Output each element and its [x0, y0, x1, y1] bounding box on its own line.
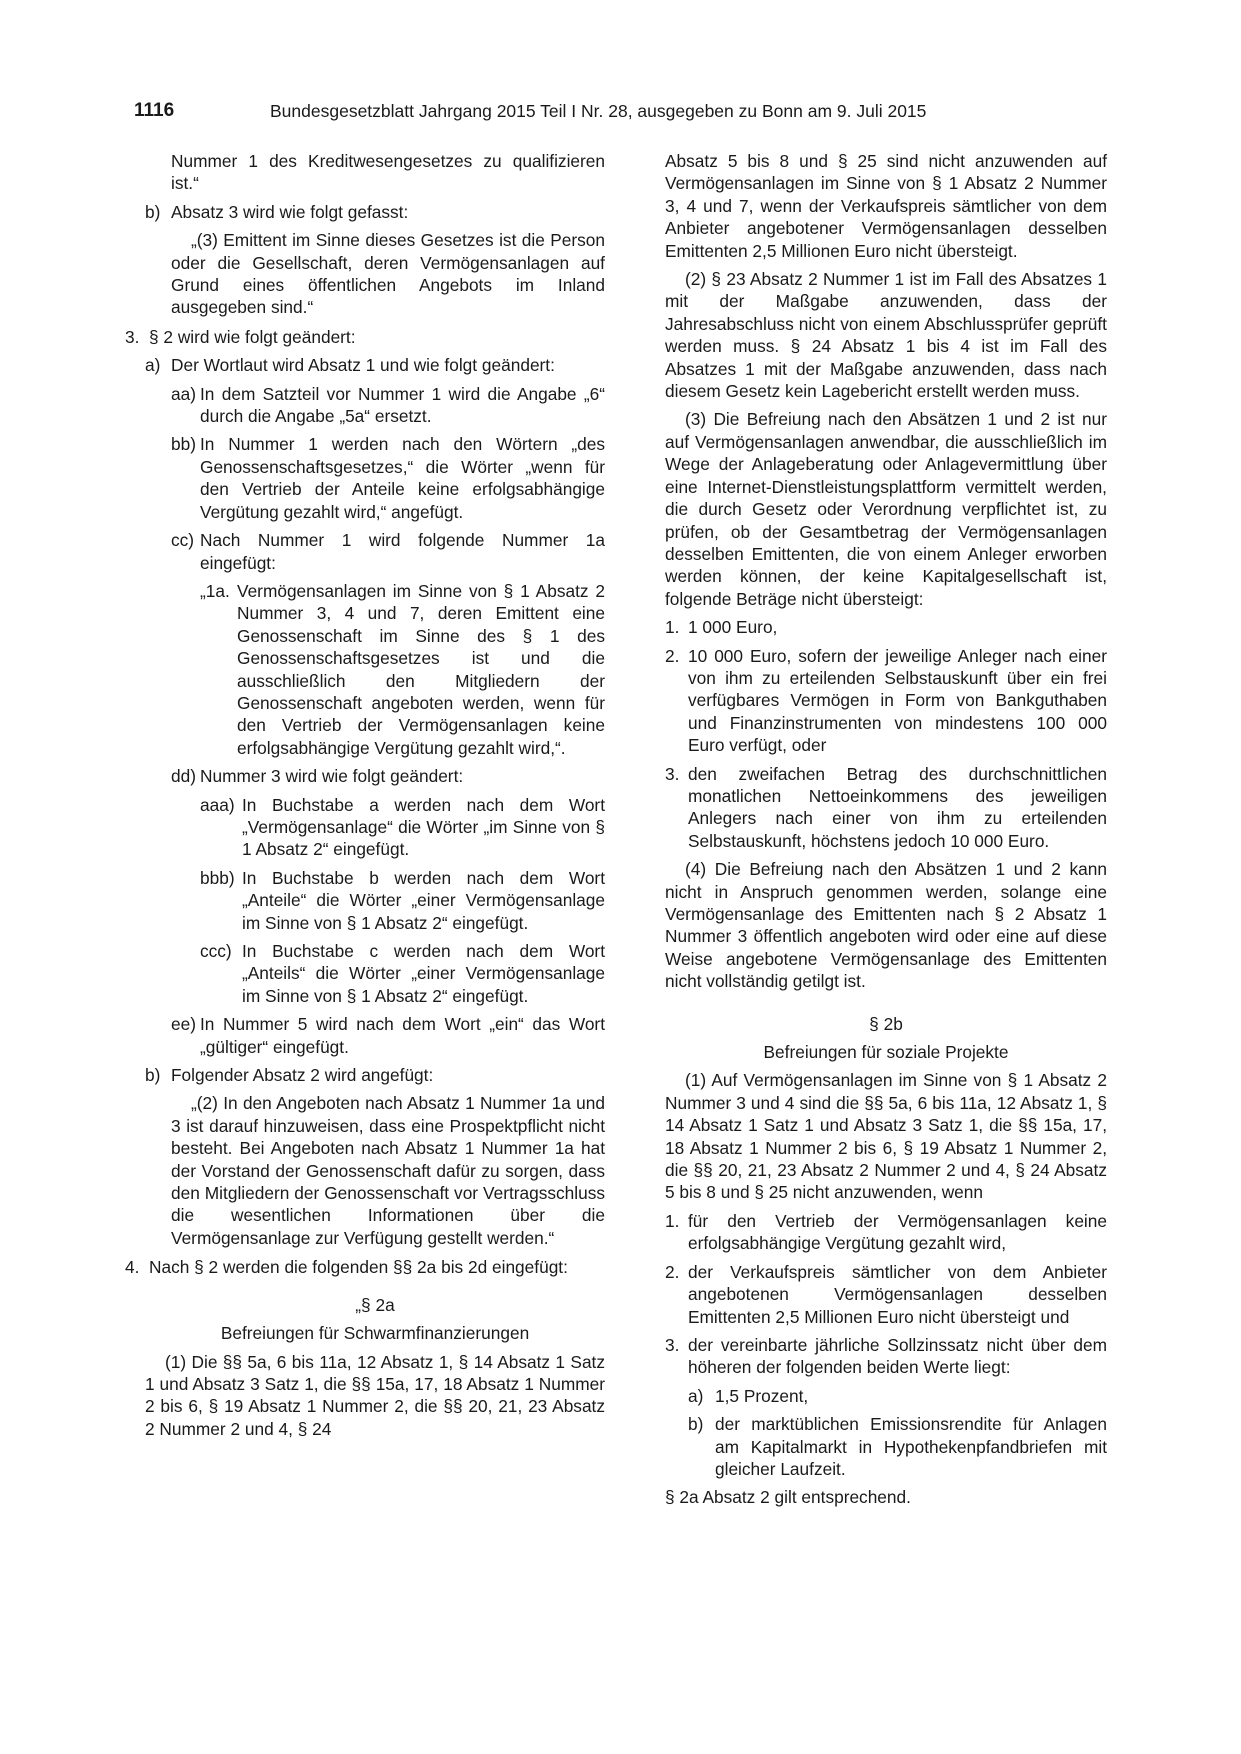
amendment-ee: ee) In Nummer 5 wird nach dem Wort „ein“ das Wort „gültiger“ eingefügt.: [171, 1014, 605, 1057]
list-item: 3. der vereinbarte jährliche Sollzinssatz nicht über dem höheren der folgenden beiden Werte liegt:: [665, 1334, 1107, 1378]
section-2a-paragraph-4: (4) Die Befreiung nach den Absätzen 1 und 2 kann nicht in Anspruch genommen werden, solange eine Vermögensanlage des Emittenten nach § 2 Absatz 1 Nummer 3 öffentlich angeboten wird oder eine auf diese Weise angebotene Vermögensanlage des Emittenten nicht vollständig getilgt ist.: [665, 859, 1107, 992]
amendment-aa: aa) In dem Satzteil vor Nummer 1 wird die Angabe „6“ durch die Angabe „5a“ ersetzt.: [171, 383, 605, 427]
list-item: 1. 1 000 Euro,: [665, 617, 778, 638]
section-2a-paragraph-3: (3) Die Befreiung nach den Absätzen 1 und 2 ist nur auf Vermögensanlagen anwendbar, die ausschließlich im Wege der Anlageberatung oder Anlagevermittlung über eine Internet-Dienstleistungsplattform vermittelt werden, die durch Gesetz oder Verordnung verpflichtet ist, zu prüfen, ob der Gesamtbetrag der Vermögensanlagen desselben Emittenten, die von einem Anleger erworben werden können, der keine Kapitalgesellschaft ist, folgende Beträge nicht übersteigt:: [665, 409, 1107, 609]
list-item: 3. den zweifachen Betrag des durchschnittlichen monatlichen Nettoeinkommens des jeweiligen Anlegers nach einer von ihm zu erteilenden Selbstauskunft, höchstens jedoch 10 000 Euro.: [665, 763, 1107, 851]
continued-paragraph: Absatz 5 bis 8 und § 25 sind nicht anzuwenden auf Vermögensanlagen im Sinne von § 1 Absatz 2 Nummer 3, 4 und 7, wenn der Verkaufspreis sämtlicher von dem Anbieter angebotener Vermögensanlagen desselben Emittenten 2,5 Millionen Euro nicht übersteigt.: [665, 151, 1107, 261]
amendment-cc: cc) Nach Nummer 1 wird folgende Nummer 1a eingefügt:: [171, 530, 605, 573]
item-3: 3. § 2 wird wie folgt geändert:: [125, 326, 356, 347]
quoted-number-1a: „1a. Vermögensanlagen im Sinne von § 1 Absatz 2 Nummer 3, 4 und 7, deren Emittent eine Genossenschaft im Sinne des § 1 des Genossenschaftsgesetzes ist und die ausschließlich den Mitgliedern der Genossenschaft angeboten werden, wenn für den Vertrieb der Vermögensanlagen keine erfolgsabhängige Vergütung gezahlt wird,“.: [200, 580, 605, 758]
gazette-title: Bundesgesetzblatt Jahrgang 2015 Teil I Nr. 28, ausgegeben zu Bonn am 9. Juli 2015: [270, 101, 927, 121]
section-2a-paragraph-1: (1) Die §§ 5a, 6 bis 11a, 12 Absatz 1, § 14 Absatz 1 Satz 1 und Absatz 3 Satz 1, die §§ 15a, 17, 18 Absatz 1 Nummer 2 bis 6, § 19 Absatz 1 Nummer 2, die §§ 20, 21, 23 Absatz 2 Nummer 2 und 4, § 24: [145, 1351, 605, 1439]
quoted-absatz2: „(2) In den Angeboten nach Absatz 1 Nummer 1a und 3 ist darauf hinzuweisen, dass eine Prospektpflicht nicht besteht. Bei Angeboten nach Absatz 1 Nummer 1a hat der Vorstand der Genossenschaft dafür zu sorgen, dass den Mitgliedern der Genossenschaft vor Vertragsschluss die wesentlichen Informationen über die Vermögensanlage zur Verfügung gestellt werden.“: [171, 1093, 605, 1248]
sub-item: a) 1,5 Prozent,: [688, 1385, 809, 1406]
page-number: 1116: [134, 100, 175, 121]
amendment-bb: bb) In Nummer 1 werden nach den Wörtern „des Genossenschaftsgesetzes,“ die Wörter „wenn für den Vertrieb der Anteile keine erfolgsabhängige Vergütung gezahlt wird,“ angefügt.: [171, 434, 605, 522]
section-2b-number: § 2b: [869, 1013, 903, 1034]
amendment-bbb: bbb) In Buchstabe b werden nach dem Wort „Anteile“ die Wörter „einer Vermögensanlage im Sinne von § 1 Absatz 2“ eingefügt.: [200, 867, 605, 933]
amendment-ccc: ccc) In Buchstabe c werden nach dem Wort „Anteils“ die Wörter „einer Vermögensanlage im Sinne von § 1 Absatz 2“ eingefügt.: [200, 941, 605, 1006]
amendment-a: a) Der Wortlaut wird Absatz 1 und wie folgt geändert:: [145, 355, 555, 376]
right-column: [665, 150, 1107, 1509]
section-2a-title: Befreiungen für Schwarmfinanzierungen: [220, 1323, 530, 1344]
list-item: 1. für den Vertrieb der Vermögensanlagen keine erfolgsabhängige Vergütung gezahlt wird,: [665, 1210, 1107, 1254]
list-item: 2. der Verkaufspreis sämtlicher von dem Anbieter angebotenen Vermögensanlagen desselben Emittenten 2,5 Millionen Euro nicht übersteigt und: [665, 1261, 1107, 1327]
item-4: 4. Nach § 2 werden die folgenden §§ 2a bis 2d eingefügt:: [125, 1257, 568, 1278]
continued-text: Nummer 1 des Kreditwesengesetzes zu qualifizieren ist.“: [171, 151, 605, 194]
list-item: 2. 10 000 Euro, sofern der jeweilige Anleger nach einer von ihm zu erteilenden Selbstauskunft über ein frei verfügbares Vermögen in Form von Bankguthaben und Finanzinstrumenten von mindestens 100 000 Euro verfügt, oder: [665, 645, 1107, 756]
left-column: [125, 150, 605, 1440]
amendment-dd: dd) Nummer 3 wird wie folgt geändert:: [171, 766, 464, 787]
page-header: [134, 100, 1114, 124]
sub-item: b) der marktüblichen Emissionsrendite für Anlagen am Kapitalmarkt in Hypothekenpfandbriefen mit gleicher Laufzeit.: [688, 1414, 1107, 1479]
section-2a-number: „§ 2a: [355, 1294, 395, 1315]
section-2b-paragraph-1: (1) Auf Vermögensanlagen im Sinne von § 1 Absatz 2 Nummer 3 und 4 sind die §§ 5a, 6 bis 11a, 12 Absatz 1, § 14 Absatz 1 Satz 1 und Absatz 3 Satz 1, die §§ 15a, 17, 18 Absatz 1 Nummer 2 bis 6, § 19 Absatz 1 Nummer 2, die §§ 20, 21, 23 Absatz 2 Nummer 2 und 4, § 24 Absatz 5 bis 8 und § 25 nicht anzuwenden, wenn: [665, 1070, 1107, 1203]
quoted-absatz3: „(3) Emittent im Sinne dieses Gesetzes ist die Person oder die Gesellschaft, deren Vermögensanlagen auf Grund eines öffentlichen Angebots im Inland ausgegeben sind.“: [171, 230, 605, 318]
amendment-b-absatz2: b) Folgender Absatz 2 wird angefügt:: [145, 1065, 434, 1086]
closing-sentence: § 2a Absatz 2 gilt entsprechend.: [665, 1487, 911, 1508]
amendment-aaa: aaa) In Buchstabe a werden nach dem Wort „Vermögensanlage“ die Wörter „im Sinne von § 1 Absatz 2“ eingefügt.: [200, 794, 605, 860]
amendment-b-absatz3: b) Absatz 3 wird wie folgt gefasst:: [145, 201, 409, 222]
section-2b-title: Befreiungen für soziale Projekte: [763, 1042, 1009, 1063]
section-2a-paragraph-2: (2) § 23 Absatz 2 Nummer 1 ist im Fall des Absatzes 1 mit der Maßgabe anzuwenden, dass der Jahresabschluss nicht von einem Abschlussprüfer geprüft werden muss. § 24 Absatz 1 bis 4 ist im Fall des Absatzes 1 mit der Maßgabe anzuwenden, dass nach diesem Gesetz kein Lagebericht erstellt werden muss.: [665, 269, 1107, 402]
